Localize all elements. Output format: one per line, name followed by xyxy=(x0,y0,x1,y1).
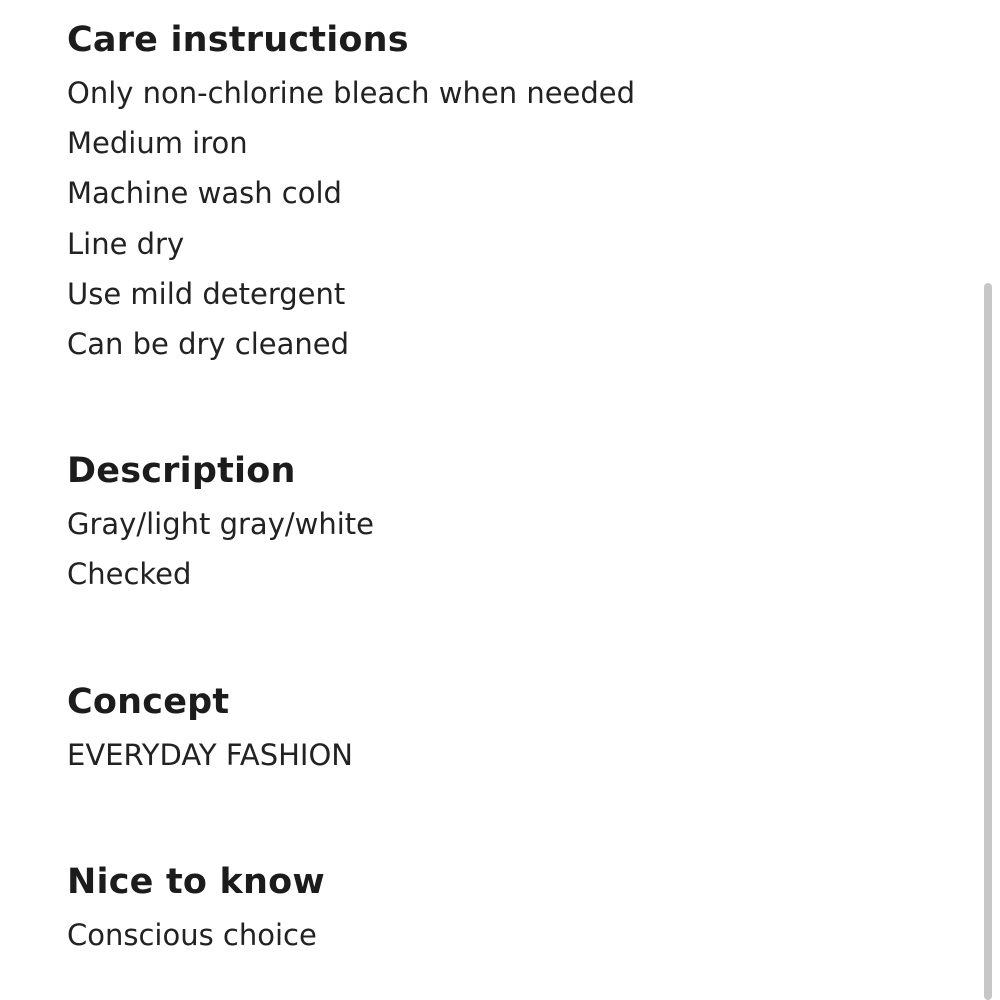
care-item: Can be dry cleaned xyxy=(67,326,350,361)
scrollbar-thumb[interactable] xyxy=(984,283,992,1000)
concept-list xyxy=(67,730,947,780)
care-item: Use mild detergent xyxy=(67,276,346,311)
description-heading: Description xyxy=(67,451,296,491)
care-instructions-section xyxy=(67,20,947,369)
description-item: Checked xyxy=(67,557,192,592)
nice-to-know-list xyxy=(67,910,947,960)
care-item: Medium iron xyxy=(67,126,248,161)
nice-to-know-heading: Nice to know xyxy=(67,862,325,902)
concept-heading: Concept xyxy=(67,682,230,722)
description-section xyxy=(67,451,947,599)
care-instructions-heading: Care instructions xyxy=(67,20,409,60)
care-instructions-list xyxy=(67,68,947,369)
care-item: Line dry xyxy=(67,226,185,261)
nice-to-know-section xyxy=(67,862,947,960)
concept-item: EVERYDAY FASHION xyxy=(67,738,353,772)
care-item: Only non-chlorine bleach when needed xyxy=(67,76,636,110)
vertical-scrollbar[interactable] xyxy=(982,0,994,1000)
care-item: Machine wash cold xyxy=(67,176,342,211)
description-list xyxy=(67,499,947,599)
description-item: Gray/light gray/white xyxy=(67,507,374,541)
nice-to-know-item: Conscious choice xyxy=(67,918,317,952)
concept-section xyxy=(67,682,947,780)
